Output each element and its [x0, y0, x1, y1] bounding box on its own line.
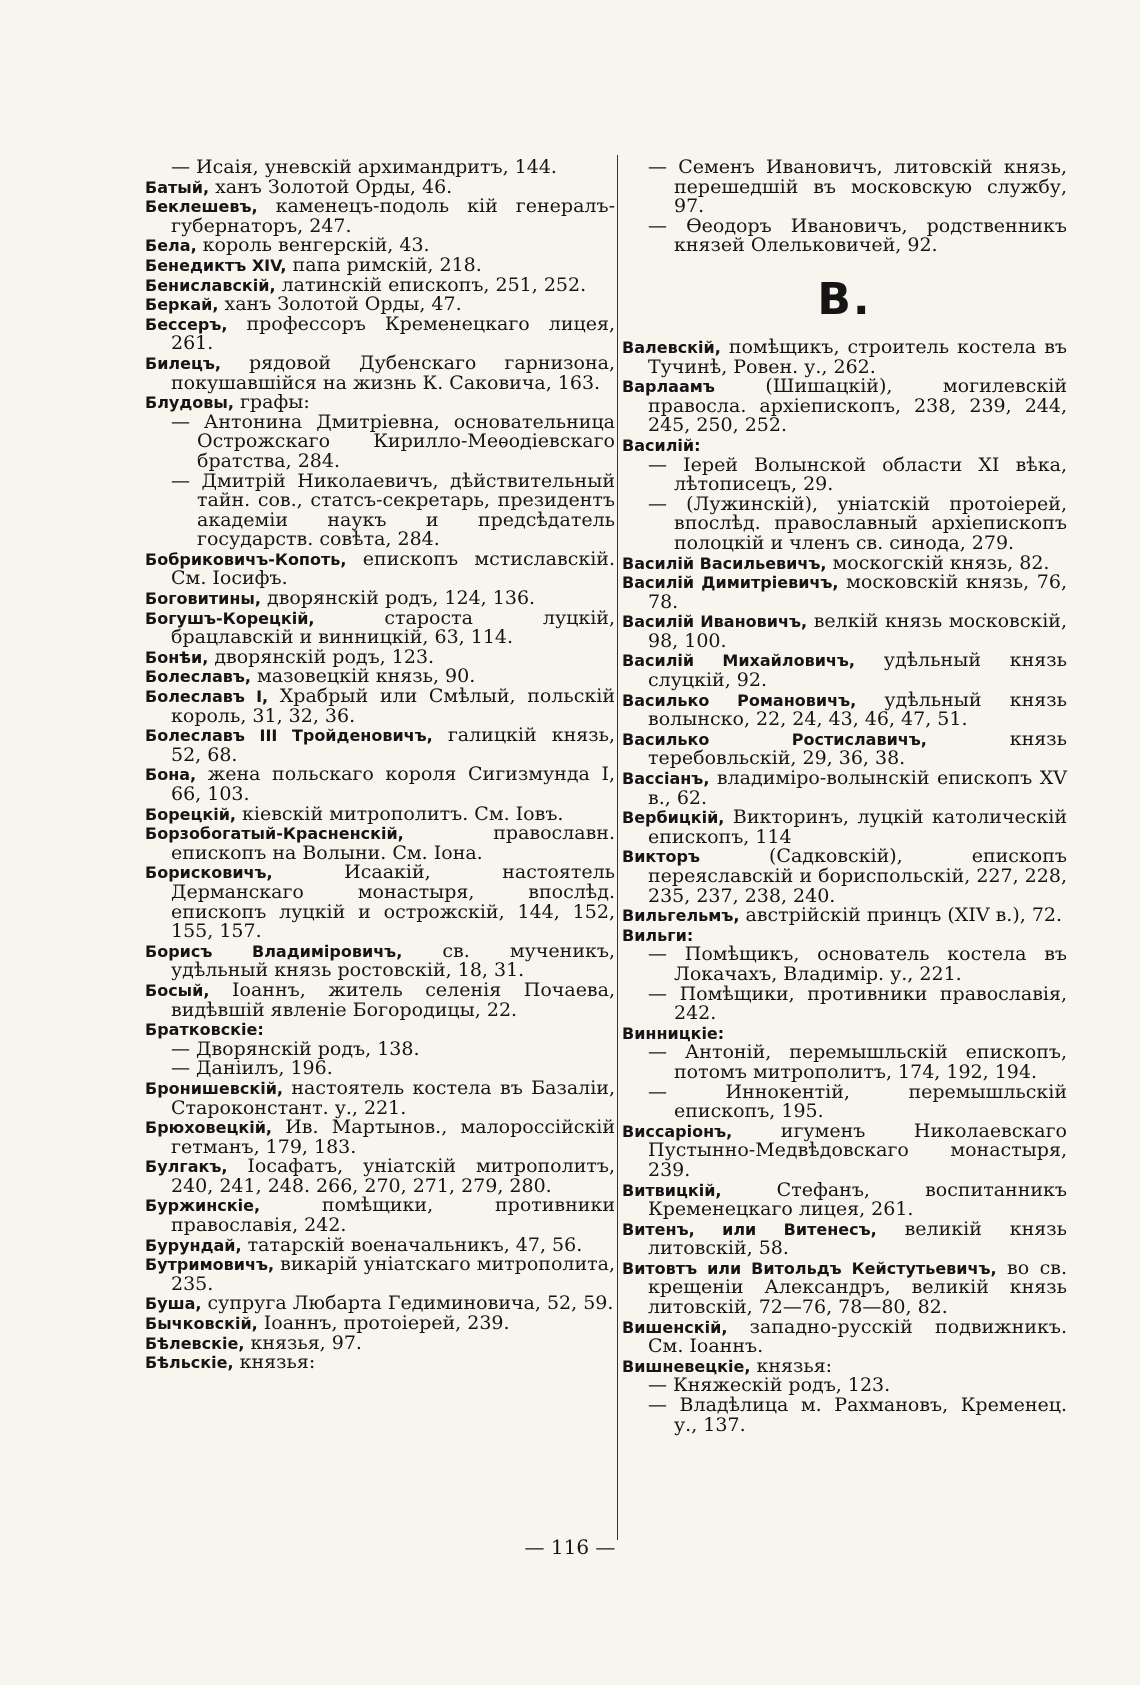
index-entry [622, 1119, 1067, 1181]
entry-text: удѣльный князь слуцкій, 92. [648, 649, 1068, 692]
entry-text: дворянскій родъ, 123. [208, 645, 435, 668]
index-entry [622, 1315, 1067, 1358]
index-subentry [622, 1043, 1067, 1082]
entry-headword: Бонѣи, [145, 647, 209, 667]
entry-headword: Брюховецкій, [145, 1118, 272, 1138]
index-entry [145, 1076, 615, 1119]
entry-headword: Витенъ, или Витенесъ, [622, 1219, 877, 1239]
index-entry [622, 906, 1067, 926]
index-subentry [622, 453, 1067, 496]
index-entry [145, 765, 615, 804]
entry-headword: Варлаамъ [622, 377, 715, 397]
index-entry [622, 769, 1067, 808]
entry-text: во св. крещеніи Александръ, великій князь литовскій, 72—76, 78—80, 82. [648, 1256, 1068, 1319]
index-subentry [622, 945, 1067, 984]
entry-text: велкій князь московскій, 98, 100. [648, 610, 1067, 652]
entry-headword: Вассіанъ, [622, 769, 710, 789]
entry-text: ханъ Золотой Орды, 46. [209, 175, 453, 198]
index-subentry [145, 410, 615, 472]
entry-headword: Бобриковичъ-Копоть, [145, 549, 347, 569]
entry-headword: Богушъ-Корецкій, [145, 608, 315, 628]
index-entry [145, 547, 615, 590]
entry-text: москогскій князь, 82. [826, 551, 1050, 574]
section-letter: В. [817, 273, 872, 325]
entry-headword: Вильгельмъ, [622, 906, 740, 926]
entry-text: супруга Любарта Гедиминовича, 52, 59. [201, 1292, 614, 1315]
entry-text: — Помѣщикъ, основатель костела въ Локачахъ, Владимір. у., 221. [648, 943, 1067, 985]
index-entry [622, 688, 1067, 731]
entry-text: князья, 97. [244, 1331, 362, 1354]
entry-text: профессоръ Кременецкаго лицея, 261. [171, 312, 615, 355]
entry-headword: Бениславскій, [145, 275, 276, 295]
entry-text: западно-русскій подвижникъ. См. Іоаннъ. [648, 1315, 1067, 1358]
entry-text: татарскій военачальникъ, 47, 56. [241, 1233, 583, 1256]
entry-headword: Василій Михайловичъ, [622, 651, 856, 671]
entry-text: австрійскій принцъ (XIV в.), 72. [739, 904, 1063, 927]
entry-headword: Боговитины, [145, 589, 261, 609]
entry-text: князь теребовльскій, 29, 36, 38. [648, 727, 1067, 770]
entry-headword: Борисковичъ, [145, 863, 273, 883]
index-subentry [622, 214, 1067, 257]
entry-headword: Борецкій, [145, 804, 236, 824]
continued-entries [622, 158, 1067, 256]
entry-text: — Княжескій родъ, 123. [648, 1374, 891, 1397]
entry-text: ханъ Золотой Орды, 47. [218, 293, 462, 316]
entry-text: князья: [233, 1351, 316, 1374]
entry-text: король венгерскій, 43. [196, 234, 430, 257]
entry-text: игуменъ Николаевскаго Пустынно-Медвѣдовскаго монастыря, 239. [648, 1119, 1067, 1181]
entry-text: дворянскій родъ, 124, 136. [260, 587, 536, 610]
entry-headword: Болеславъ III Тройденовичъ, [145, 726, 433, 746]
index-entry [622, 612, 1067, 651]
entry-text: удѣльный князь волынско, 22, 24, 43, 46, 47, 51. [648, 688, 1067, 731]
entry-headword: Бѣлевскіе, [145, 1333, 245, 1353]
entry-headword: Витовтъ или Витольдъ Кейстутьевичъ, [622, 1258, 997, 1278]
entry-text: — Ѳеодоръ Ивановичъ, родственникъ князей Олельковичей, 92. [648, 214, 1067, 257]
entry-headword: Бронишевскій, [145, 1078, 283, 1098]
entry-text: Іоаннъ, протоіерей, 239. [257, 1312, 510, 1335]
entry-text: помѣщики, противники православія, 242. [171, 1194, 615, 1237]
entry-text: князья: [750, 1354, 833, 1377]
entry-headword: Виссаріонъ, [622, 1121, 733, 1141]
entry-headword: Василько Романовичъ, [622, 690, 857, 710]
index-subentry [622, 1396, 1067, 1435]
index-entry [622, 377, 1067, 436]
index-entry [145, 1196, 615, 1235]
index-entry [622, 847, 1067, 906]
entry-text: жена польскаго короля Сигизмунда I, 66, 103. [171, 763, 615, 805]
index-subentry [622, 982, 1067, 1025]
entry-headword: Билецъ, [145, 353, 221, 373]
index-subentry [622, 158, 1067, 217]
entry-text: староста луцкій, брацлавскій и винницкій, 63, 114. [171, 606, 615, 649]
entry-text: — Помѣщики, противники православія, 242. [648, 982, 1067, 1025]
entry-headword: Бычковскій, [145, 1314, 258, 1334]
entry-headword: Василій Васильевичъ, [622, 553, 827, 573]
entry-text: рядовой Дубенскаго гарнизона, покушавшійся на жизнь К. Саковича, 163. [171, 351, 615, 394]
entry-headword: Босый, [145, 980, 210, 1000]
index-subentry [145, 469, 615, 551]
entry-text: — Исаія, уневскій архимандритъ, 144. [171, 156, 557, 178]
page-number: — 116 — [524, 1535, 616, 1559]
index-entry [145, 606, 615, 649]
entry-headword: Болеславъ, [145, 667, 251, 687]
index-entry [145, 863, 615, 941]
entry-headword: Василій: [622, 435, 701, 455]
entry-text: — Антоній, перемышльскій епископъ, потомъ митрополитъ, 174, 192, 194. [648, 1041, 1067, 1083]
entry-headword: Бурундай, [145, 1235, 242, 1255]
index-entry [145, 1353, 615, 1373]
index-entry [145, 1255, 615, 1294]
entry-headword: Бела, [145, 236, 197, 256]
entry-text: кіевскій митрополитъ. См. Іовъ. [235, 802, 564, 825]
index-entry [145, 824, 615, 863]
entry-text: Ив. Мартынов., малороссійскій гетманъ, 179, 183. [171, 1116, 615, 1158]
entry-text: Храбрый или Смѣлый, польскій король, 31, 32, 36. [171, 685, 615, 727]
index-entry [145, 1118, 615, 1157]
entry-headword: Буша, [145, 1294, 202, 1314]
entry-headword: Буржинскіе, [145, 1196, 261, 1216]
entry-headword: Бессеръ, [145, 314, 228, 334]
entry-headword: Василій Димитріевичъ, [622, 573, 839, 593]
entry-text: Стефанъ, воспитанникъ Кременецкаго лицея, 261. [648, 1178, 1067, 1221]
index-entry [622, 1217, 1067, 1260]
entry-text: Исаакій, настоятель Дерманскаго монастыря, впослѣд. епископъ луцкій и острожскій, 144, 152, 155, 157. [171, 861, 615, 943]
entry-headword: Вербицкій, [622, 808, 725, 828]
entry-text: московскій князь, 76, 78. [648, 571, 1068, 613]
index-entry [622, 573, 1067, 612]
entry-text: — Иннокентій, перемышльскій епископъ, 195. [648, 1080, 1067, 1123]
index-column-right [622, 158, 1067, 1435]
entry-text: — (Лужинскій), уніатскій протоіерей, впослѣд. православный архіепископъ полоцкій и членъ св. синода, 279. [648, 492, 1067, 554]
entry-text: св. мученикъ, удѣльный князь ростовскій, 18, 31. [171, 939, 615, 982]
entry-headword: Вильги: [622, 925, 694, 945]
index-entry [145, 1314, 615, 1334]
entry-headword: Валевскій, [622, 337, 721, 357]
entry-text: — Дмитрій Николаевичъ, дѣйствительный тайн. сов., статсъ-секретарь, президентъ академіи наукъ и предсѣдатель государств. совѣта, 284. [171, 469, 615, 551]
entry-text: викарій уніатскаго митрополита, 235. [171, 1253, 615, 1295]
index-entry [145, 1331, 615, 1354]
entry-headword: Вишенскій, [622, 1317, 728, 1337]
entry-headword: Бутримовичъ, [145, 1255, 275, 1275]
entry-text: Іосафатъ, уніатскій митрополитъ, 240, 241, 248. 266, 270, 271, 279, 280. [171, 1155, 615, 1197]
entry-text: графы: [233, 391, 310, 414]
index-subentry [622, 492, 1067, 554]
entry-headword: Батый, [145, 177, 210, 197]
entry-text: — Іерей Волынской области XI вѣка, лѣтописецъ, 29. [648, 453, 1067, 496]
index-entry [622, 1178, 1067, 1221]
entry-headword: Василько Ростиславичъ, [622, 729, 927, 749]
entry-headword: Беркай, [145, 295, 219, 315]
index-entry [622, 727, 1067, 770]
entry-headword: Винницкіе: [622, 1023, 725, 1043]
entry-text: Викторинъ, луцкій католическій епископъ, 114 [648, 806, 1067, 848]
entry-text: — Антонина Дмитріевна, основательница Острожскаго Кирилло-Меѳодіевскаго братства, 284. [171, 410, 615, 472]
entry-headword: Бона, [145, 765, 197, 785]
entry-text: — Владѣлица м. Рахмановъ, Кременец. у., 137. [648, 1394, 1067, 1436]
index-column-left [145, 158, 615, 1373]
entry-headword: Борзобогатый-Красненскій, [145, 824, 404, 844]
index-entry [145, 978, 615, 1021]
entry-text: папа римскій, 218. [286, 253, 482, 276]
index-subentry [622, 1080, 1067, 1123]
entry-headword: Бѣльскіе, [145, 1353, 234, 1373]
entry-text: (Садковскій), епископъ переяславскій и бориспольскій, 227, 228, 235, 237, 238, 240. [648, 845, 1067, 907]
entry-headword: Беклешевъ, [145, 197, 258, 217]
entry-text: галицкій князь, 52, 68. [171, 724, 616, 766]
entry-text: латинскій епископъ, 251, 252. [275, 273, 587, 296]
entry-headword: Борисъ Владиміровичъ, [145, 941, 403, 961]
entry-text: Іоаннъ, житель селенія Почаева, видѣвшій явленіе Богородицы, 22. [171, 978, 615, 1021]
entry-text: епископъ мстиславскій. См. Іосифъ. [171, 547, 615, 590]
index-entry [145, 726, 615, 765]
entry-text: владиміро-волынскій епископъ XV в., 62. [648, 767, 1067, 809]
entry-text: настоятель костела въ Базаліи, Староконстант. у., 221. [171, 1076, 615, 1119]
index-entry [145, 312, 615, 355]
entry-text: — Даніилъ, 196. [171, 1057, 333, 1080]
entry-headword: Бенедиктъ XIV, [145, 255, 287, 275]
entry-headword: Блудовы, [145, 393, 234, 413]
entry-headword: Братковскіе: [145, 1020, 264, 1040]
entry-text: мазовецкій князь, 90. [250, 665, 476, 688]
entry-headword: Болеславъ I, [145, 687, 269, 707]
entry-text: великій князь литовскій, 58. [648, 1217, 1067, 1260]
index-entry [622, 1256, 1068, 1319]
index-entry [145, 1157, 615, 1196]
index-entry [145, 351, 615, 394]
entry-text: (Шишацкій), могилевскій правосла. архіепископъ, 238, 239, 244, 245, 250, 252. [648, 375, 1067, 437]
entry-headword: Булгакъ, [145, 1157, 228, 1177]
entry-headword: Викторъ [622, 847, 701, 867]
entry-text: православн. епископъ на Волыни. См. Іона. [171, 822, 615, 864]
index-entry [622, 335, 1067, 378]
entry-headword: Витвицкій, [622, 1180, 722, 1200]
entry-text: — Дворянскій родъ, 138. [171, 1037, 420, 1060]
index-entry [145, 939, 615, 982]
column-divider [617, 155, 618, 1540]
entry-headword: Вишневецкіе, [622, 1356, 751, 1376]
entry-text: — Семенъ Ивановичъ, литовскій князь, перешедшій въ московскую службу, 97. [648, 156, 1067, 218]
entry-text: каменецъ-подоль кій генералъ-губернаторъ, 247. [171, 195, 615, 237]
entry-headword: Василій Ивановичъ, [622, 612, 808, 632]
index-entry [145, 197, 615, 236]
section-entries [622, 335, 1068, 1436]
index-entry [145, 687, 615, 726]
index-entry [622, 651, 1067, 690]
entry-text: помѣщикъ, строитель костела въ Тучинѣ, Ровен. у., 262. [648, 335, 1067, 378]
index-entry [622, 808, 1067, 847]
